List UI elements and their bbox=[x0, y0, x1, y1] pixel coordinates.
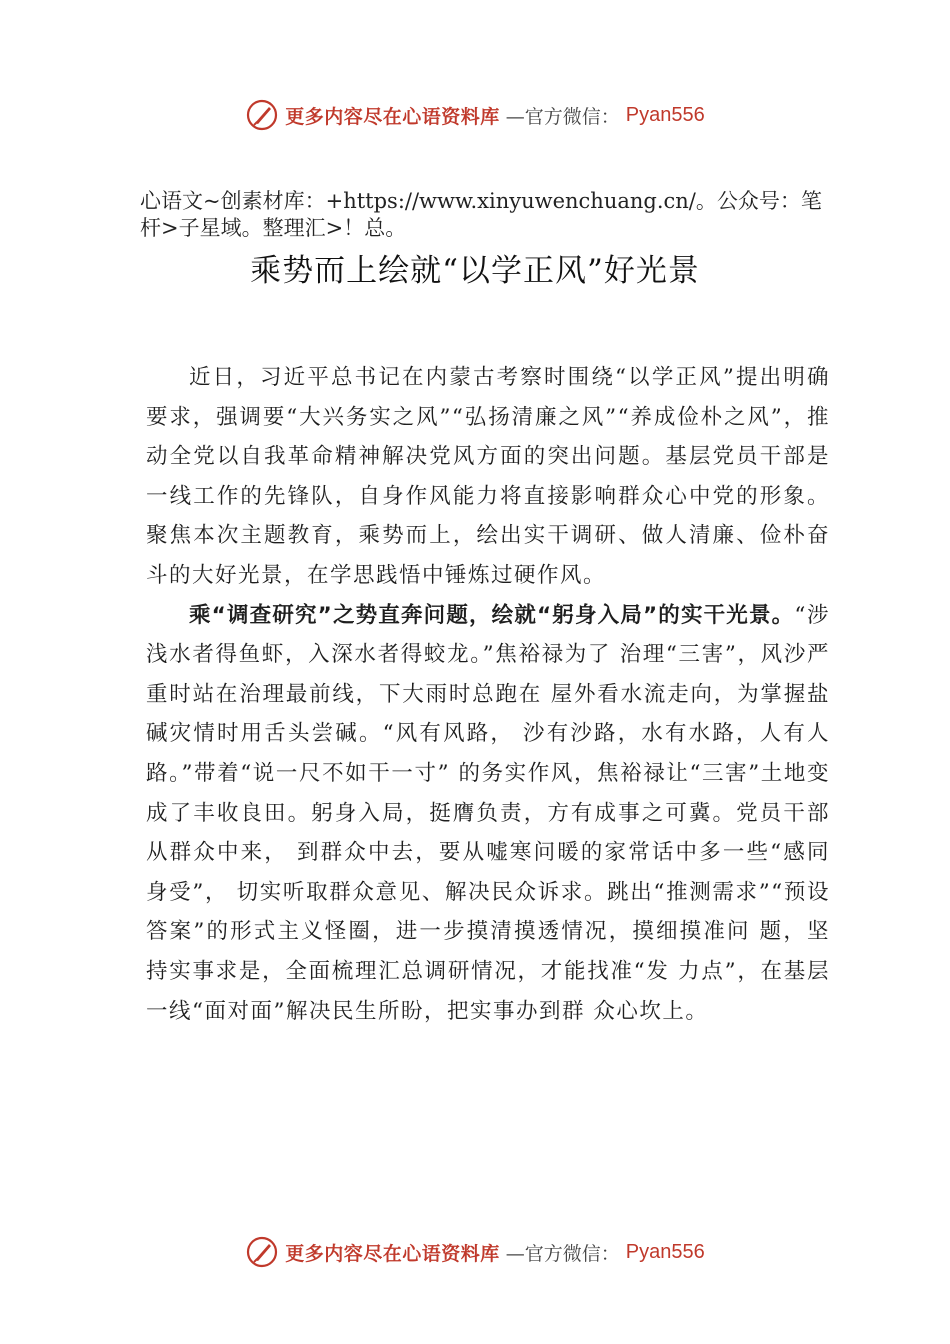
paragraph-section-1 bbox=[146, 596, 830, 1032]
brand-text: 更多内容尽在心语资料库 bbox=[285, 105, 500, 128]
source-note: 心语文~创素材库：+https://www.xinyuwenchuang.cn/。公众号：笔杆>子星域。整理汇>！总。 bbox=[140, 189, 822, 240]
quill-logo-icon bbox=[245, 1235, 279, 1269]
footer-banner bbox=[0, 1232, 950, 1272]
official-wechat-label: —官方微信： bbox=[505, 1242, 620, 1265]
article-body bbox=[146, 358, 830, 1031]
quill-logo-icon bbox=[245, 98, 279, 132]
official-wechat-label: —官方微信： bbox=[505, 105, 620, 128]
article-title: 乘势而上绘就“以学正风”好光景 bbox=[250, 253, 700, 289]
brand-text: 更多内容尽在心语资料库 bbox=[285, 1242, 500, 1265]
paragraph-text: 近日，习近平总书记在内蒙古考察时围绕“以学正风”提出明确要求，强调要“大兴务实之风”“弘扬清廉之风”“养成俭朴之风”，推动全党以自我革命精神解决党风方面的突出问题。基层党员干部是一线工作的先锋队，自身作风能力将直接影响群众心中党的形象。聚焦本次主题教育，乘势而上，绘出实干调研、做人清廉、俭朴奋斗的大好光景，在学思践悟中锤炼过硬作风。 bbox=[146, 365, 830, 588]
wechat-id: Pyan556 bbox=[625, 1240, 705, 1263]
section-heading: 乘“调查研究”之势直奔问题，绘就“躬身入局”的实干光景。 bbox=[189, 602, 795, 628]
header-banner bbox=[0, 95, 950, 135]
paragraph-intro bbox=[146, 358, 830, 596]
paragraph-text: “涉浅水者得鱼虾，入深水者得蛟龙。”焦裕禄为了 治理“三害”，风沙严重时站在治理最前线，下大雨时总跑在 屋外看水流走向，为掌握盐碱灾情时用舌头尝碱。“风有风路， 沙有沙路，水有水路，人有人路。”带着“说一尺不如干一寸” 的务实作风，焦裕禄让“三害”土地变成了丰收良田。躬身入局，挺膺负责，方有成事之可冀。党员干部从群众中来， 到群众中去，要从嘘寒问暖的家常话中多一些“感同身受”， 切实听取群众意见、解决民众诉求。跳出“推测需求”“预设 答案”的形式主义怪圈，进一步摸清摸透情况，摸细摸准问 题，坚持实事求是，全面梳理汇总调研情况，才能找准“发 力点”，在基层一线“面对面”解决民生所盼，把实事办到群 众心坎上。 bbox=[146, 602, 830, 1024]
wechat-id: Pyan556 bbox=[625, 103, 705, 126]
